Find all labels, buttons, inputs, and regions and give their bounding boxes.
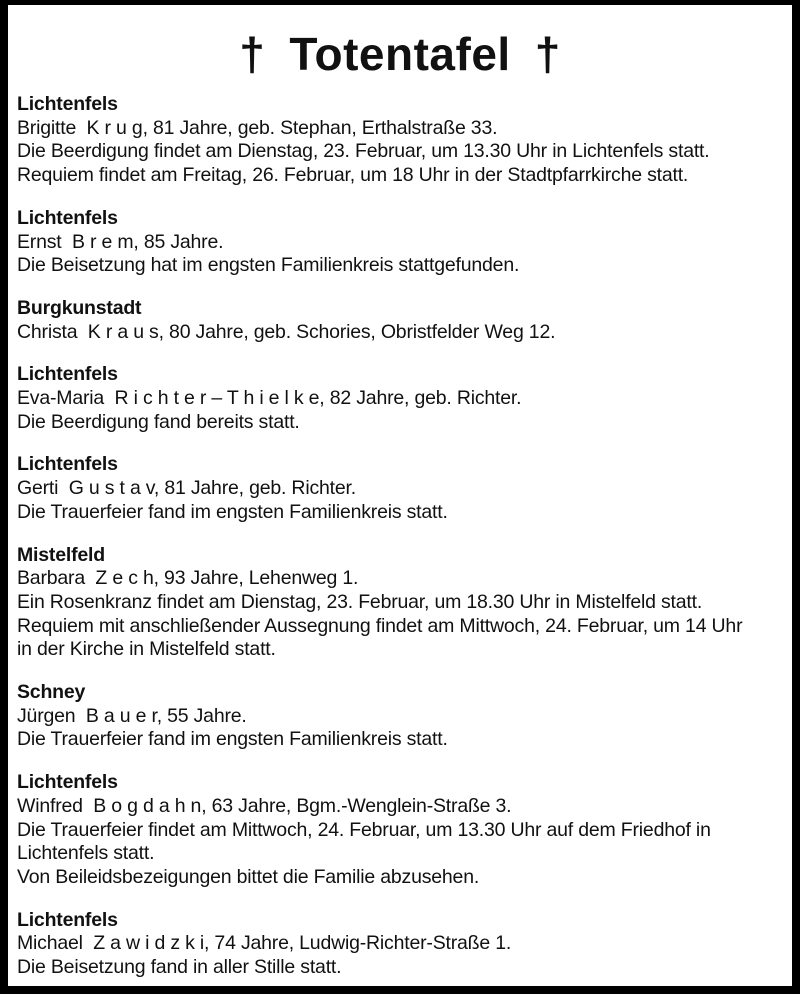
obituary-entry <box>17 453 783 524</box>
death-notice-sheet <box>8 5 792 986</box>
obituary-line: Lichtenfels statt. <box>17 842 155 865</box>
obituary-line: Ein Rosenkranz findet am Dienstag, 23. Februar, um 18.30 Uhr in Mistelfeld statt. <box>17 590 703 613</box>
dagger-right-icon: † <box>534 28 561 80</box>
obituary-entry <box>17 771 783 890</box>
obituary-line: in der Kirche in Mistelfeld statt. <box>17 638 276 661</box>
obituary-line: Brigitte K r u g, 81 Jahre, geb. Stephan, Erthalstraße 33. <box>17 116 498 139</box>
obituary-entry <box>17 909 783 980</box>
obituary-entry <box>17 363 783 434</box>
obituary-line: Eva-Maria R i c h t e r – T h i e l k e, 82 Jahre, geb. Richter. <box>17 387 522 410</box>
obituary-line: Requiem mit anschließender Aussegnung findet am Mittwoch, 24. Februar, um 14 Uhr <box>17 614 743 637</box>
obituary-list <box>17 93 783 980</box>
location-heading: Lichtenfels <box>17 93 118 115</box>
location-heading: Lichtenfels <box>17 206 118 229</box>
page-title <box>17 28 783 80</box>
obituary-line: Die Beerdigung fand bereits statt. <box>17 410 300 433</box>
obituary-entry <box>17 207 783 278</box>
obituary-line: Von Beileidsbezeigungen bittet die Familie abzusehen. <box>17 865 480 888</box>
obituary-line: Die Trauerfeier fand im engsten Familienkreis statt. <box>17 500 448 523</box>
obituary-line: Gerti G u s t a v, 81 Jahre, geb. Richter. <box>17 477 356 500</box>
obituary-line: Michael Z a w i d z k i, 74 Jahre, Ludwig-Richter-Straße 1. <box>17 932 512 955</box>
location-heading: Burgkunstadt <box>17 296 142 319</box>
location-heading: Lichtenfels <box>17 908 118 931</box>
obituary-entry <box>17 681 783 752</box>
dagger-left-icon: † <box>239 28 266 80</box>
page-title-text: Totentafel <box>289 28 511 80</box>
obituary-entry <box>17 93 783 188</box>
obituary-entry <box>17 544 783 663</box>
location-heading: Lichtenfels <box>17 453 118 476</box>
obituary-line: Winfred B o g d a h n, 63 Jahre, Bgm.-Wenglein-Straße 3. <box>17 794 512 817</box>
obituary-line: Ernst B r e m, 85 Jahre. <box>17 230 224 253</box>
location-heading: Schney <box>17 681 86 704</box>
obituary-line: Barbara Z e c h, 93 Jahre, Lehenweg 1. <box>17 567 359 590</box>
location-heading: Lichtenfels <box>17 363 118 386</box>
obituary-line: Die Beisetzung hat im engsten Familienkreis stattgefunden. <box>17 254 520 277</box>
obituary-line: Die Trauerfeier findet am Mittwoch, 24. Februar, um 13.30 Uhr auf dem Friedhof in <box>17 818 711 841</box>
obituary-line: Requiem findet am Freitag, 26. Februar, um 18 Uhr in der Stadtpfarrkirche statt. <box>17 164 689 187</box>
obituary-line: Die Trauerfeier fand im engsten Familienkreis statt. <box>17 728 448 751</box>
obituary-line: Jürgen B a u e r, 55 Jahre. <box>17 704 247 727</box>
obituary-line: Die Beerdigung findet am Dienstag, 23. Februar, um 13.30 Uhr in Lichtenfels statt. <box>17 140 710 163</box>
obituary-line: Christa K r a u s, 80 Jahre, geb. Schories, Obristfelder Weg 12. <box>17 320 556 343</box>
obituary-line: Die Beisetzung fand in aller Stille statt. <box>17 956 342 979</box>
obituary-entry <box>17 297 783 344</box>
location-heading: Lichtenfels <box>17 771 118 794</box>
location-heading: Mistelfeld <box>17 543 105 566</box>
